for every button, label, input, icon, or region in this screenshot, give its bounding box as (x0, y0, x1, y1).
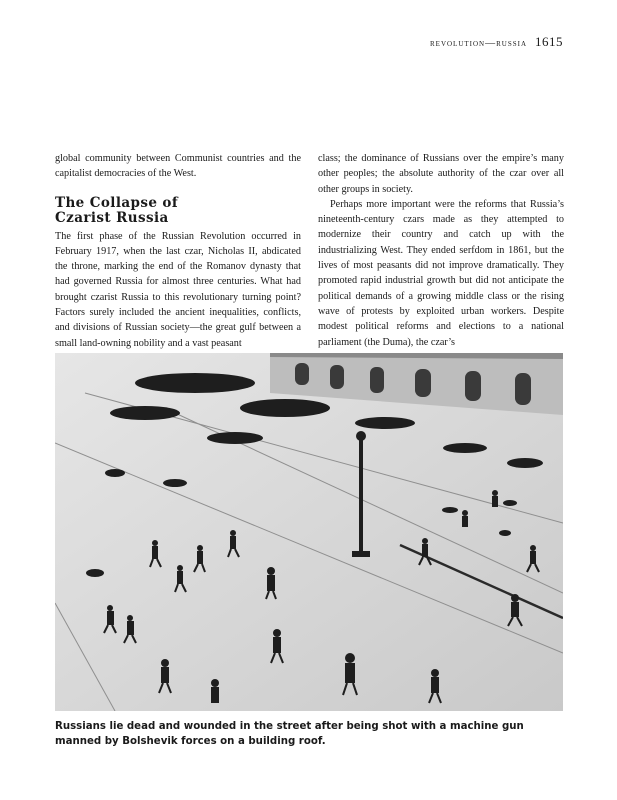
section-heading (55, 196, 301, 226)
right-continued-paragraph: class; the dominance of Russians over the empire’s many other peoples; the absolute authority of the czar over all other groups in society. (318, 153, 564, 195)
photo-illustration (55, 353, 563, 711)
historical-photo (55, 353, 563, 711)
section-heading-line2: Czarist Russia (55, 209, 169, 226)
running-head (430, 34, 563, 50)
right-column (318, 151, 564, 350)
page-number: 1615 (535, 34, 563, 49)
left-continued-paragraph: global community between Communist countries and the capitalist democracies of the West. (55, 153, 301, 180)
left-column (55, 151, 301, 351)
left-body-paragraph: The first phase of the Russian Revolution occurred in February 1917, when the last czar, Nicholas II, abdicated the throne, marking the end of the Romanov dynasty that had governed Russia for almost three centuries. What had brought czarist Russia to this revolutionary turning point? Factors surely included the ancient inequalities, conflicts, and divisions of Russian society—the great gulf between a small land-owning nobility and a vast peasant (55, 230, 301, 349)
right-body-paragraph: Perhaps more important were the reforms that Russia’s nineteenth-century czars made as they attempted to modernize their country and catch up with the industrializing West. They ended serfdom in 1861, but the lives of most peasants did not improve dramatically. They promoted rapid industrial growth but did not anticipate the political demands of a growing middle class or the rising wave of protests by exploited urban workers. Despite modest political reforms and elections to a national parliament (the Duma), the czar’s (318, 198, 564, 348)
section-heading-line1: The Collapse of (55, 194, 179, 211)
running-head-title: revolution—russia (430, 38, 527, 49)
photo-caption: Russians lie dead and wounded in the street after being shot with a machine gun manned by Bolshevik forces on a building roof. (55, 721, 524, 747)
